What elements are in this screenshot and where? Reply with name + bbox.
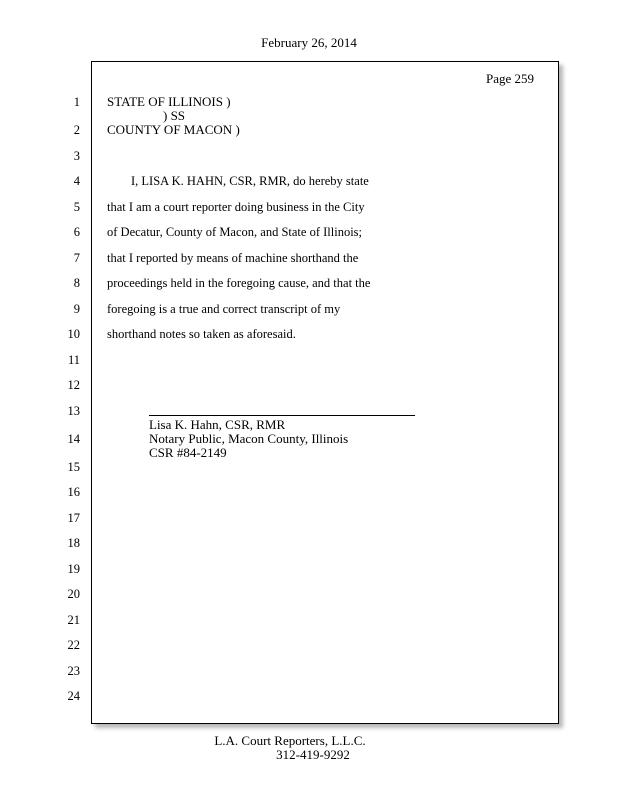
line-number: 5 (73, 200, 80, 214)
line-number: 2 (73, 123, 80, 137)
signature-name: Lisa K. Hahn, CSR, RMR (149, 417, 286, 432)
line-number: 15 (67, 460, 80, 474)
line-number: 9 (73, 302, 80, 316)
statement-line: foregoing is a true and correct transcript of my (107, 302, 341, 316)
line-number: 19 (67, 562, 80, 576)
statement-line: shorthand notes so taken as aforesaid. (107, 327, 296, 341)
caption-county: COUNTY OF MACON ) (107, 122, 240, 137)
transcript-page (91, 61, 559, 724)
page-number: Page 259 (485, 71, 534, 86)
line-number: 20 (67, 587, 80, 601)
line-number: 16 (67, 485, 80, 499)
signature-title: Notary Public, Macon County, Illinois (149, 431, 349, 446)
signature-line (149, 415, 415, 416)
statement-line: that I reported by means of machine shorthand the (107, 251, 359, 265)
statement-line: proceedings held in the foregoing cause, and that the (107, 276, 371, 290)
line-number: 3 (73, 149, 80, 163)
line-number: 11 (67, 353, 80, 367)
statement-line: of Decatur, County of Macon, and State of Illinois; (107, 225, 362, 239)
line-number: 8 (73, 276, 80, 290)
caption-state: STATE OF ILLINOIS ) (107, 94, 231, 109)
line-number: 12 (67, 378, 80, 392)
statement-line: I, LISA K. HAHN, CSR, RMR, do hereby state (131, 174, 369, 188)
line-number: 18 (67, 536, 80, 550)
line-number: 4 (73, 174, 80, 188)
line-number: 24 (67, 689, 80, 703)
signature-license: CSR #84-2149 (149, 445, 227, 460)
line-number: 7 (73, 251, 80, 265)
line-number: 17 (67, 511, 80, 525)
page-header-date: February 26, 2014 (261, 35, 357, 50)
footer-phone: 312-419-9292 (276, 747, 350, 762)
line-number: 23 (67, 664, 80, 678)
statement-line: that I am a court reporter doing business in the City (107, 200, 365, 214)
line-number: 14 (67, 432, 80, 446)
line-number: 22 (67, 638, 80, 652)
line-number: 13 (67, 404, 80, 418)
line-number: 6 (73, 225, 80, 239)
caption-ss: ) SS (163, 108, 186, 123)
line-number: 1 (73, 95, 80, 109)
line-number: 10 (67, 327, 80, 341)
line-number: 21 (67, 613, 80, 627)
footer-company: L.A. Court Reporters, L.L.C. (214, 733, 366, 748)
